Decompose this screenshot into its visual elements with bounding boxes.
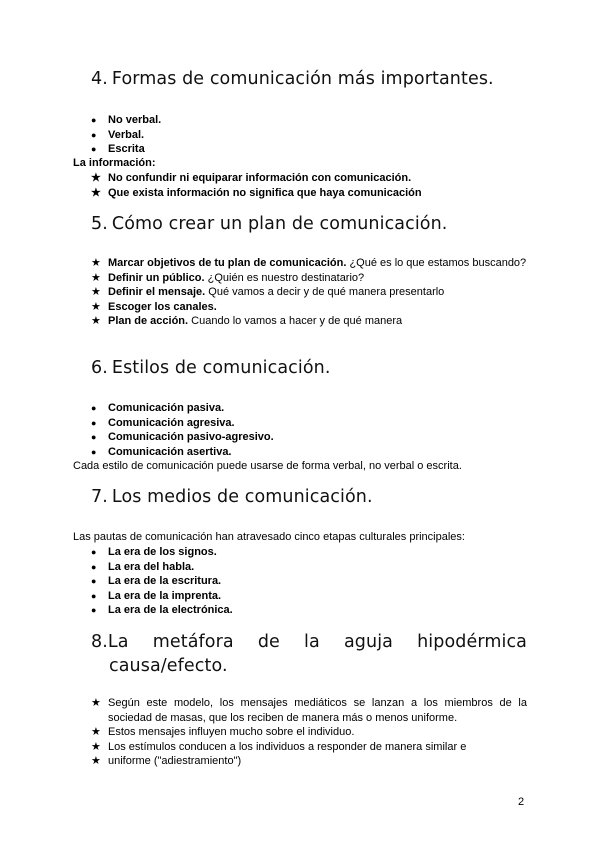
info-list [91,171,422,200]
title-word: de [257,632,280,652]
section-7-number: 7. [91,487,108,507]
section-8-number: 8. [91,632,108,652]
list-item [91,300,527,315]
list-item: ● La era de la imprenta. [91,589,233,604]
item-bold: Escoger los canales. [108,300,217,313]
item-bold: Definir el mensaje. [108,286,206,299]
section-6-note: Cada estilo de comunicación puede usarse de forma verbal, no verbal o escrita. [73,460,462,472]
section-8-heading [91,630,527,678]
section-4-list [91,113,161,157]
item-text: Qué vamos a decir y de qué manera presentarlo [205,286,445,299]
section-7-heading [91,487,373,507]
title-word: metáfora [152,632,234,652]
list-item: ● La era de la electrónica. [91,603,233,618]
section-6-heading [91,358,331,378]
list-item: ★ Que exista información no significa que haya comunicación [91,186,422,201]
item-bold: Marcar objetivos de tu plan de comunicación. [108,257,347,269]
list-item: ● Escrita [91,142,161,157]
list-item: ★ Los estímulos conducen a los individuos a responder de manera similar e [91,740,527,755]
section-8-title-line-1 [91,630,527,654]
list-item: ★ No confundir ni equiparar información con comunicación. [91,171,422,186]
title-word: hipodérmica [417,632,527,652]
item-text: ¿Qué es lo que estamos buscando? [346,257,527,269]
page-number: 2 [518,796,525,808]
list-item [91,285,527,300]
section-6-list [91,401,274,459]
section-5-number: 5. [91,214,108,234]
list-item: ★ Estos mensajes influyen mucho sobre el individuo. [91,725,527,740]
section-7-intro: Las pautas de comunicación han atravesado cinco etapas culturales principales: [73,531,465,543]
section-6-number: 6. [91,358,108,378]
info-label: La información: [73,157,156,169]
title-word: la [304,632,320,652]
item-text: ¿Quién es nuestro destinatario? [204,271,365,284]
section-4-number: 4. [91,69,108,89]
list-item: ● No verbal. [91,113,161,128]
section-5-list [91,256,527,329]
list-item: ● Comunicación asertiva. [91,445,274,460]
list-item: ● Comunicación pasivo-agresivo. [91,430,274,445]
title-word: aguja [343,632,393,652]
list-item: ● La era del habla. [91,560,233,575]
section-8-number-and-word [91,630,129,654]
section-7-title: Los medios de comunicación. [111,487,373,507]
title-word: La [107,632,129,652]
item-bold: Plan de acción. [108,315,189,328]
section-7-list [91,545,233,618]
list-item [91,256,527,271]
section-4-title: Formas de comunicación más importantes. [111,69,494,89]
section-6-title: Estilos de comunicación. [111,358,331,378]
list-item: ● Verbal. [91,128,161,143]
list-item: ● La era de la escritura. [91,574,233,589]
section-8-title-line-2: causa/efecto. [109,656,228,676]
item-text: Cuando lo vamos a hacer y de qué manera [188,315,403,328]
list-item [91,314,527,329]
list-item: ● La era de los signos. [91,545,233,560]
list-item: ★ uniforme ("adiestramiento") [91,754,527,769]
item-bold: Definir un público. [108,271,205,284]
list-item [91,271,527,286]
section-8-list [91,696,527,769]
list-item: ● Comunicación agresiva. [91,416,274,431]
section-5-title: Cómo crear un plan de comunicación. [111,214,448,234]
section-5-heading [91,214,447,234]
section-4-heading [91,69,494,89]
list-item: ★ Según este modelo, los mensajes mediáticos se lanzan a los miembros de la sociedad de masas, que los reciben de manera más o menos uniforme. [91,696,527,725]
list-item: ● Comunicación pasiva. [91,401,274,416]
